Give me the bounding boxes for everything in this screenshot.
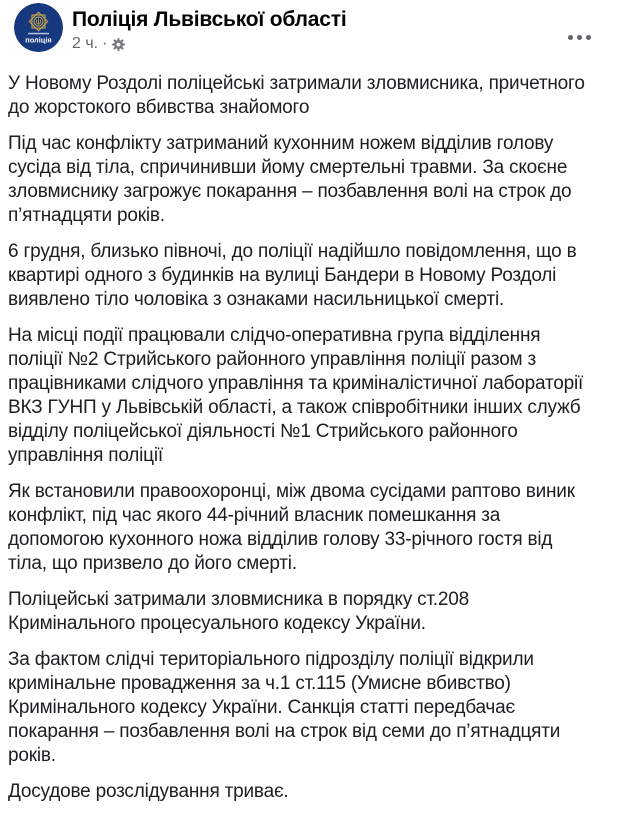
- police-star-icon: [29, 12, 47, 30]
- text-line: У Новому Роздолі поліцейські затримали зловмисника, причетного: [8, 73, 585, 94]
- text-line: працівниками слідчого управління та криміналістичної лабораторії: [8, 373, 584, 394]
- text-line: квартирі одного з будинків на вулиці Бандери в Новому Роздолі: [8, 265, 557, 286]
- text-line: За фактом слідчі територіального підрозділу поліції відкрили: [8, 649, 534, 670]
- post-paragraph: [8, 648, 612, 768]
- post-paragraph: [8, 324, 612, 468]
- post-header: [14, 3, 617, 53]
- avatar-caption-line: [28, 33, 49, 35]
- text-line: ВКЗ ГУНП у Львівській області, а також співробітники інших служб: [8, 397, 581, 418]
- text-line: 6 грудня, близько півночі, до поліції надійшло повідомлення, що в: [8, 241, 577, 262]
- text-line: відділу поліцейської діяльності №1 Стрийського районного: [8, 421, 518, 442]
- meta-separator: ·: [102, 35, 108, 52]
- avatar-org-label: поліція: [25, 35, 52, 45]
- text-line: зловмиснику загрожує покарання – позбавлення волі на строк до: [8, 181, 572, 202]
- timestamp-link[interactable]: 2 ч.: [72, 35, 99, 52]
- text-line: Кримінального процесуального кодексу України.: [8, 613, 426, 634]
- post-paragraph: [8, 132, 612, 228]
- more-options-button[interactable]: [559, 23, 599, 51]
- text-line: поліції №2 Стрийського районного управління поліції разом з: [8, 349, 537, 370]
- gear-icon: [111, 37, 126, 52]
- text-line: конфлікт, під час якого 44-річний власник помешкання за: [8, 505, 501, 526]
- post-paragraph: [8, 588, 612, 636]
- text-line: виявлено тіло чоловіка з ознаками насильницької смерті.: [8, 289, 505, 310]
- text-line: Кримінального кодексу України. Санкція статті передбачає: [8, 697, 515, 718]
- ellipsis-icon: [566, 35, 593, 40]
- header-text: [72, 3, 346, 53]
- text-line: років.: [8, 745, 56, 766]
- text-line: до жорстокого вбивства знайомого: [8, 97, 310, 118]
- post-paragraph: [8, 72, 612, 120]
- page-avatar[interactable]: [14, 3, 63, 52]
- text-line: тіла, що призвело до його смерті.: [8, 553, 297, 574]
- text-line: кримінальне провадження за ч.1 ст.115 (Умисне вбивство): [8, 673, 511, 694]
- post-meta: [72, 35, 346, 53]
- police-logo: [14, 3, 63, 52]
- post-paragraph: [8, 780, 612, 804]
- text-line: Досудове розслідування триває.: [8, 781, 289, 802]
- text-line: На місці події працювали слідчо-оперативна група відділення: [8, 325, 541, 346]
- post-paragraph: [8, 480, 612, 576]
- text-line: покарання – позбавлення волі на строк від семи до п’ятнадцяти: [8, 721, 561, 742]
- text-line: допомогою кухонного ножа відділив голову 33-річного гостя від: [8, 529, 553, 550]
- page-name-link[interactable]: Поліція Львівської області: [72, 8, 347, 31]
- text-line: сусіда від тіла, спричинивши йому смертельні травми. За скоєне: [8, 157, 568, 178]
- text-line: п’ятнадцяти років.: [8, 205, 165, 226]
- post-text: [8, 72, 612, 814]
- text-line: Як встановили правоохоронці, між двома сусідами раптово виник: [8, 481, 575, 502]
- post-paragraph: [8, 240, 612, 312]
- text-line: Поліцейські затримали зловмисника в порядку ст.208: [8, 589, 469, 610]
- text-line: управління поліції: [8, 445, 163, 466]
- text-line: Під час конфлікту затриманий кухонним ножем відділив голову: [8, 133, 554, 154]
